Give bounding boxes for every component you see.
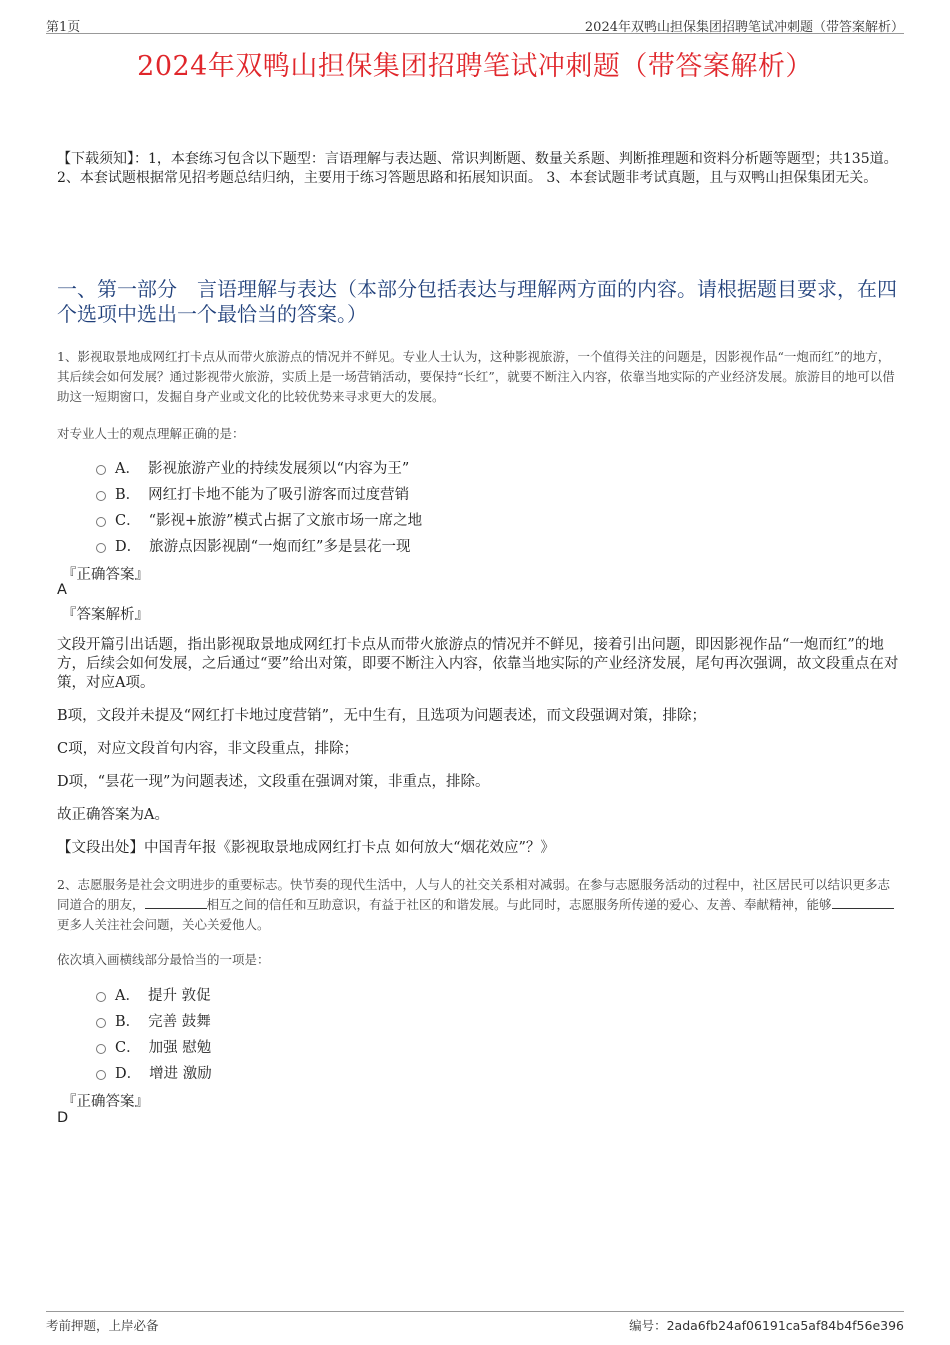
option-text: 完善 鼓舞 xyxy=(148,1013,211,1030)
option-letter: C． xyxy=(115,1039,141,1056)
fill-blank-2 xyxy=(832,896,894,909)
header-doc-title: 2024年双鸭山担保集团招聘笔试冲刺题（带答案解析） xyxy=(584,20,904,35)
option-letter: D． xyxy=(115,538,142,555)
radio-icon[interactable] xyxy=(96,1044,106,1054)
radio-icon[interactable] xyxy=(96,992,106,1002)
question-2-option-b[interactable] xyxy=(96,1007,596,1033)
question-2-options xyxy=(96,981,596,1085)
question-2-option-d[interactable] xyxy=(96,1059,596,1085)
page-number: 第1页 xyxy=(46,20,81,35)
radio-icon[interactable] xyxy=(96,465,106,475)
question-2-answer: D xyxy=(57,1110,69,1126)
analysis-paragraph: 故正确答案为A。 xyxy=(57,807,169,823)
radio-icon[interactable] xyxy=(96,491,106,501)
analysis-paragraph: C项，对应文段首句内容，非文段重点，排除； xyxy=(57,741,359,757)
header-divider xyxy=(46,33,904,34)
option-text: “影视+旅游”模式占据了文旅市场一席之地 xyxy=(148,512,423,529)
download-notice: 【下载须知】：1，本套练习包含以下题型：言语理解与表达题、常识判断题、数量关系题、判断推理题和资料分析题等题型；共135道。 2、本套试题根据常见招考题总结归纳，主要用于练习答题思路和拓展知识面。 3、本套试题非考试真题，且与双鸭山担保集团无关。 xyxy=(57,151,898,186)
option-letter: A． xyxy=(115,460,140,477)
serial-label: 编号： xyxy=(629,1318,667,1333)
question-2-text-part2: 相互之间的信任和互助意识，有益于社区的和谐发展。与此同时，志愿服务所传递的爱心、友善、奉献精神，能够 xyxy=(206,897,832,912)
radio-icon[interactable] xyxy=(96,1070,106,1080)
fill-blank-1 xyxy=(145,896,207,909)
footer-serial xyxy=(629,1316,904,1334)
option-letter: A． xyxy=(115,987,140,1004)
question-2-option-a[interactable] xyxy=(96,981,596,1007)
question-1-option-a[interactable] xyxy=(96,454,596,480)
option-letter: D． xyxy=(115,1065,142,1082)
question-1-option-b[interactable] xyxy=(96,480,596,506)
radio-icon[interactable] xyxy=(96,1018,106,1028)
question-1-prompt: 对专业人士的观点理解正确的是： xyxy=(57,426,245,441)
radio-icon[interactable] xyxy=(96,517,106,527)
question-2-text-part1: 2、志愿服务是社会文明进步的重要标志。快节奏的现代生活中，人与人的社交关系相对减弱。在参与志愿服务活动的过程中，社区居民可以结识更多志同道合的朋友， xyxy=(57,877,890,912)
question-2-text-part3: 更多人关注社会问题，关心关爱他人。 xyxy=(57,917,270,932)
option-letter: B． xyxy=(115,1013,141,1030)
option-letter: B． xyxy=(115,486,141,503)
analysis-paragraph: D项，“昙花一现”为问题表述，文段重在强调对策，非重点，排除。 xyxy=(57,774,490,790)
document-title: 2024年双鸭山担保集团招聘笔试冲刺题（带答案解析） xyxy=(137,51,813,82)
question-1-text: 1、影视取景地成网红打卡点从而带火旅游点的情况并不鲜见。专业人士认为，这种影视旅游，一个值得关注的问题是，因影视作品“一炮而红”的地方，其后续会如何发展？通过影视带火旅游，实质上是一场营销活动，要保持“长红”，就要不断注入内容，依靠当地实际的产业经济发展。旅游目的地可以借助这一短期窗口，发掘自身产业或文化的比较优势来寻求更大的发展。 xyxy=(57,349,895,404)
source-citation: 【文段出处】中国青年报《影视取景地成网红打卡点 如何放大“烟花效应”？》 xyxy=(57,840,555,856)
question-2-text xyxy=(57,875,897,935)
option-text: 网红打卡地不能为了吸引游客而过度营销 xyxy=(148,486,410,503)
option-text: 影视旅游产业的持续发展须以“内容为王” xyxy=(147,460,410,477)
question-1-answer: A xyxy=(57,582,67,598)
radio-icon[interactable] xyxy=(96,543,106,553)
analysis-paragraph: 文段开篇引出话题，指出影视取景地成网红打卡点从而带火旅游点的情况并不鲜见，接着引出问题，即因影视作品“一炮而红”的地方，后续会如何发展，之后通过“要”给出对策，即要不断注入内容，依靠当地实际的产业经济发展，尾句再次强调，故文段重点在对策，对应A项。 xyxy=(57,637,899,691)
question-2-option-c[interactable] xyxy=(96,1033,596,1059)
question-1-option-c[interactable] xyxy=(96,506,596,532)
option-text: 增进 激励 xyxy=(149,1065,212,1082)
footer-divider xyxy=(46,1311,904,1312)
question-1-options xyxy=(96,454,596,558)
section-title: 一、第一部分 言语理解与表达（本部分包括表达与理解两方面的内容。请根据题目要求，在四个选项中选出一个最恰当的答案。） xyxy=(57,277,897,326)
option-text: 旅游点因影视剧“一炮而红”多是昙花一现 xyxy=(149,538,411,555)
question-1-answer-label: 『正确答案』 xyxy=(62,567,149,583)
serial-number: 2ada6fb24af06191ca5af84b4f56e396 xyxy=(666,1318,904,1333)
option-letter: C． xyxy=(115,512,141,529)
question-2-answer-label: 『正确答案』 xyxy=(62,1094,149,1110)
question-1-analysis-label: 『答案解析』 xyxy=(62,607,149,623)
footer-slogan: 考前押题，上岸必备 xyxy=(46,1318,159,1333)
option-text: 提升 敦促 xyxy=(147,987,211,1004)
question-1-option-d[interactable] xyxy=(96,532,596,558)
question-2-prompt: 依次填入画横线部分最恰当的一项是： xyxy=(57,952,270,967)
analysis-paragraph: B项，文段并未提及“网红打卡地过度营销”，无中生有，且选项为问题表述，而文段强调对策，排除； xyxy=(57,708,706,724)
option-text: 加强 慰勉 xyxy=(148,1039,212,1056)
